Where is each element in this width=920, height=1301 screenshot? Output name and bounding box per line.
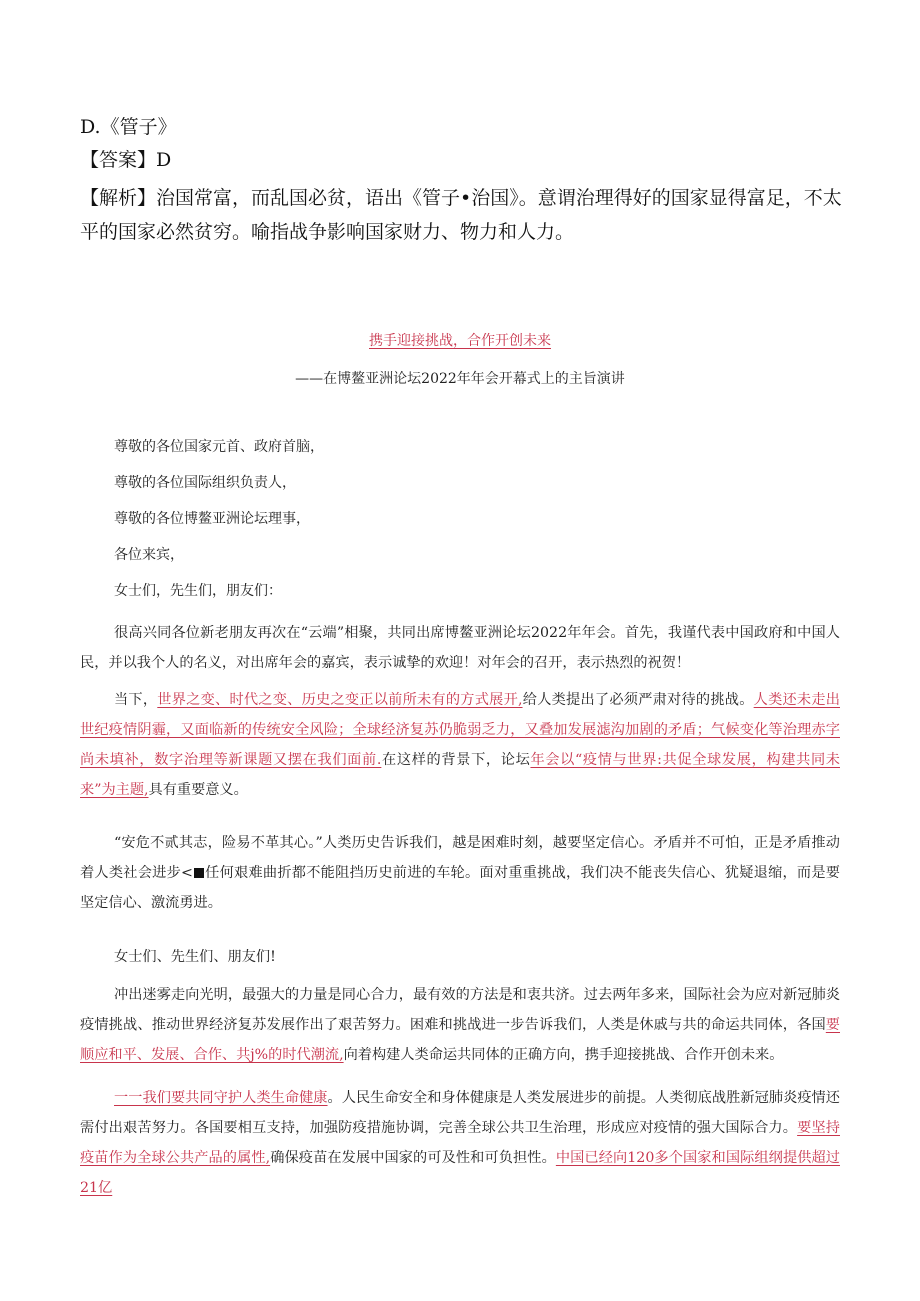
explanation-label: 【解析】 <box>80 187 157 209</box>
text-run: 。人民生命安全和身体健康是人类发展进步的前提。人类彻底战胜新冠肺炎疫情还需付出艰苦努力。各国要相互支持，加强防疫措施协调，完善全球公共卫生治理，形成应对疫情的强大国际合力。 <box>80 1090 840 1136</box>
highlight-run: 年会以“疫情与世界:共促全球发展，构建共同未来”为主题, <box>80 752 840 798</box>
highlight-run: 世界之变、时代之变、历史之变正以前所未有的方式展开, <box>157 692 523 708</box>
salutation-line: 尊敬的各位国际组织负责人， <box>114 475 296 491</box>
text-run: 当下， <box>114 692 158 708</box>
paragraph-confidence <box>80 828 840 918</box>
paragraph-text <box>80 1083 840 1203</box>
option-d: D.《管子》 <box>80 116 177 138</box>
answer-line <box>80 145 850 175</box>
explanation-text: 治国常富，而乱国必贫，语出《管子•治国》。意谓治理得好的国家显得富足，不太平的国家必然贫穷。喻指战争影响国家财力、物力和人力。 <box>80 187 842 243</box>
salutation-line: 尊敬的各位国家元首、政府首脑， <box>114 439 324 455</box>
answer-value: D <box>156 149 172 171</box>
text-run: 具有重要意义。 <box>148 782 248 798</box>
black-square-glyph <box>194 868 204 878</box>
highlight-run: 中国已经向120多个国家和国际组纲提供超过21亿 <box>80 1150 840 1196</box>
text-run: 给人类提出了必须严肃对待的挑战。 <box>522 692 754 708</box>
salutation-line: 各位来宾， <box>114 547 184 563</box>
highlight-run: 要顺应和平、发展、合作、共j%的时代潮流, <box>80 1017 840 1063</box>
question-answer-block <box>80 112 850 249</box>
salutation-list <box>114 437 324 617</box>
text-run: 冲出迷雾走向光明，最强大的力量是同心合力，最有效的方法是和衷共济。过去两年多来，国际社会为应对新冠肺炎疫情挑战、推动世界经济复苏发展作出了艰苦努力。困难和挑战进一步告诉我们，人类是休戚与共的命运共同体，各国 <box>80 987 840 1033</box>
text-run: 在这样的背景下，论坛 <box>381 752 531 768</box>
speech-subtitle: ——在博鳌亚洲论坛2022年年会开幕式上的主旨演讲 <box>295 371 625 387</box>
answer-label: 【答案】 <box>80 149 157 171</box>
paragraph-text <box>80 828 840 918</box>
text-run: 确保疫苗在发展中国家的可及性和可负担性。 <box>270 1150 556 1166</box>
paragraph-address <box>80 942 840 972</box>
paragraph-challenges <box>80 685 840 805</box>
text-run: 向着构建人类命运共同体的正确方向，携手迎接挑战、合作开创未来。 <box>343 1047 784 1063</box>
paragraph-text: 很高兴同各位新老朋友再次在“云端”相聚，共同出席博鳌亚洲论坛2022年年会。首先，我谨代表中国政府和中国人民，并以我个人的名义，对出席年会的嘉宾，表示诚挚的欢迎！对年会的召开，表示热烈的祝贺！ <box>80 625 840 671</box>
paragraph-health <box>80 1083 840 1203</box>
paragraph-text <box>80 980 840 1070</box>
paragraph-text <box>80 685 840 805</box>
speech-title: 携手迎接挑战，合作开创未来 <box>369 333 551 349</box>
paragraph-cooperation <box>80 980 840 1070</box>
salutation-line: 尊敬的各位博鳌亚洲论坛理事， <box>114 511 310 527</box>
highlight-run: 一一我们要共同守护人类生命健康 <box>114 1090 328 1106</box>
text-run: “安危不贰其志，险易不革其心。”人类历史告诉我们，越是困难时刻，越要坚定信心。矛盾并不可怕，正是矛盾推动着人类社会进步< <box>80 835 840 881</box>
salutation-line: 女士们，先生们，朋友们： <box>114 583 282 599</box>
paragraph-welcome <box>80 618 840 678</box>
highlight-run: 人类还未走出世纪疫情阴霾，又面临新的传统安全风险；全球经济复苏仍脆弱乏力，又叠加发展滤沟加剧的矛盾；气候变化等治理赤字尚未填补，数字治理等新课题又摆在我们面前. <box>80 692 840 768</box>
explanation <box>80 181 850 249</box>
paragraph-text: 女士们、先生们、朋友们! <box>114 949 276 965</box>
text-run: 任何艰难曲折都不能阻挡历史前进的车轮。面对重重挑战，我们决不能丧失信心、犹疑退缩，而是要坚定信心、激流勇进。 <box>80 865 840 911</box>
highlight-run: 要坚持疫苗作为全球公共产品的属性, <box>80 1120 840 1166</box>
